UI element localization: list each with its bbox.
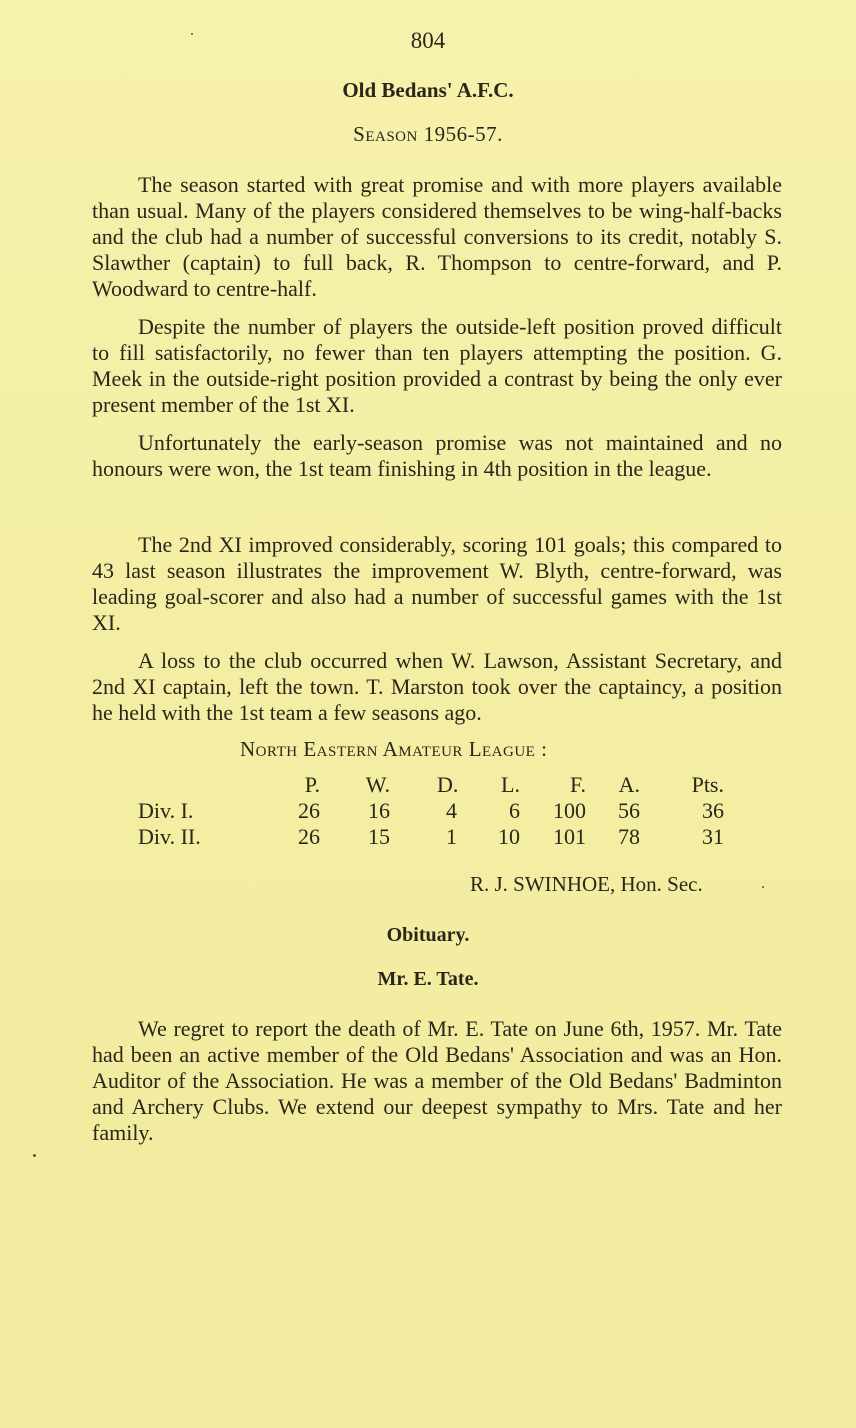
cell-against: 78 [618, 824, 640, 849]
cell-for: 100 [553, 798, 586, 823]
league-title: North Eastern Amateur League : [240, 737, 548, 761]
paragraph-season-start: The season started with great promise and with more players available than usual. Many of the players considered themselves to be wing-half-backs and the club had a number of successful conversions to its credit, notably S. Slawther (captain) to full back, R. Thompson to centre-forward, and P. Woodward to centre-half. [92, 172, 782, 301]
header-for: F. [570, 772, 586, 797]
cell-lost: 6 [509, 798, 520, 823]
cell-drawn: 1 [446, 824, 457, 849]
cell-drawn: 4 [446, 798, 457, 823]
cell-won: 16 [368, 798, 390, 823]
cell-against: 56 [618, 798, 640, 823]
page-number: 804 [410, 28, 446, 53]
cell-points: 31 [702, 824, 724, 849]
header-points: Pts. [691, 772, 724, 797]
cell-won: 15 [368, 824, 390, 849]
row-label: Div. I. [138, 798, 194, 823]
article-title: Old Bedans' A.F.C. [342, 78, 514, 102]
cell-for: 101 [553, 824, 586, 849]
paragraph-second-xi: The 2nd XI improved considerably, scoring 101 goals; this compared to 43 last season illustrates the improvement W. Blyth, centre-forward, was leading goal-scorer and also had a number of successful games with the 1st XI. [92, 532, 782, 635]
obituary-name: Mr. E. Tate. [377, 968, 479, 990]
league-row-div-2 [92, 824, 752, 850]
article-subtitle: Season 1956-57. [353, 122, 503, 146]
signature: R. J. SWINHOE, Hon. Sec. [470, 872, 703, 896]
paper-speck [762, 886, 764, 888]
obituary-text: We regret to report the death of Mr. E. Tate on June 6th, 1957. Mr. Tate had been an active member of the Old Bedans' Association and was an Hon. Auditor of the Association. He was a member of the Old Bedans' Badminton and Archery Clubs. We extend our deepest sympathy to Mrs. Tate and her family. [92, 1016, 782, 1145]
row-label: Div. II. [138, 824, 201, 849]
cell-played: 26 [298, 798, 320, 823]
paragraph-early-season: Unfortunately the early-season promise was not maintained and no honours were won, the 1st team finishing in 4th position in the league. [92, 430, 782, 481]
paper-speck [33, 1154, 36, 1157]
league-table [92, 772, 752, 850]
paragraph-outside-left: Despite the number of players the outside-left position proved difficult to fill satisfactorily, no fewer than ten players attempting the position. G. Meek in the outside-right position provided a contrast by being the only ever present member of the 1st XI. [92, 314, 782, 417]
paper-speck [191, 33, 193, 35]
header-won: W. [365, 772, 390, 797]
league-row-div-1 [92, 798, 752, 824]
header-drawn: D. [437, 772, 459, 797]
cell-lost: 10 [498, 824, 520, 849]
cell-points: 36 [702, 798, 724, 823]
league-header-row [92, 772, 752, 798]
header-against: A. [618, 772, 640, 797]
cell-played: 26 [298, 824, 320, 849]
header-lost: L. [501, 772, 520, 797]
obituary-heading: Obituary. [386, 924, 470, 946]
paragraph-club-loss: A loss to the club occurred when W. Lawson, Assistant Secretary, and 2nd XI captain, left the town. T. Marston took over the captaincy, a position he held with the 1st team a few seasons ago. [92, 648, 782, 725]
header-played: P. [304, 772, 320, 797]
